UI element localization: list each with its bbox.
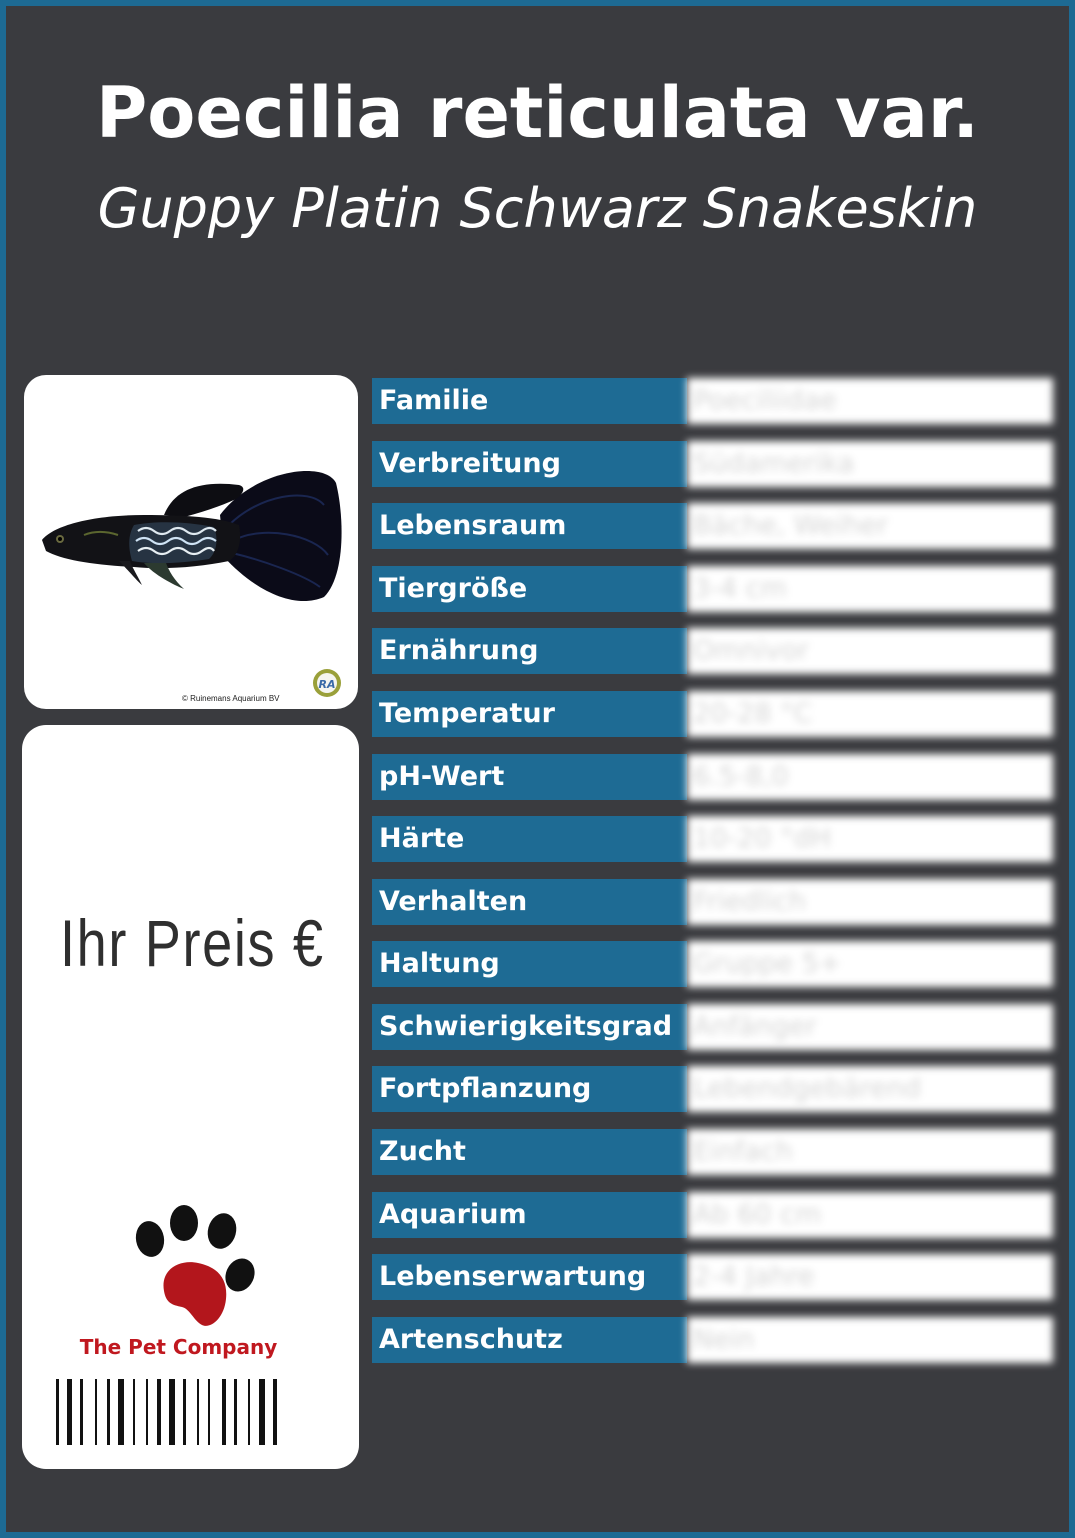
row-value: Bäche, Weiher: [687, 503, 1053, 549]
row-label: Familie: [372, 378, 687, 424]
page-title: Poecilia reticulata var.: [95, 72, 980, 154]
table-row: [372, 441, 1053, 487]
barcode-bar: [157, 1379, 161, 1445]
row-value: Südamerika: [687, 441, 1053, 487]
table-row: [372, 941, 1053, 987]
row-value: Lebendgebärend: [687, 1066, 1053, 1112]
barcode-bar: [234, 1379, 237, 1445]
barcode-bar: [107, 1379, 110, 1445]
page-subtitle: Guppy Platin Schwarz Snakeskin: [97, 177, 978, 240]
row-label: Ernährung: [372, 628, 687, 674]
row-value: Poeciliidae: [687, 378, 1053, 424]
price-label: Ihr Preis €: [60, 906, 325, 980]
row-value: 3-4 cm: [687, 566, 1053, 612]
barcode-bar: [208, 1379, 210, 1445]
barcode-bar: [56, 1379, 59, 1445]
row-value: Omnivor: [687, 628, 1053, 674]
table-row: [372, 816, 1053, 862]
table-row: [372, 628, 1053, 674]
barcode-bar: [118, 1379, 124, 1445]
barcode-bar: [80, 1379, 83, 1445]
row-label: Tiergröße: [372, 566, 687, 612]
row-value: 6.5-8,0: [687, 754, 1053, 800]
fish-photo-card: [24, 375, 358, 709]
page-background: [6, 6, 1069, 1532]
row-label: Artenschutz: [372, 1317, 687, 1363]
table-row: [372, 1317, 1053, 1363]
table-row: [372, 1066, 1053, 1112]
barcode-bar: [222, 1379, 226, 1445]
table-row: [372, 378, 1053, 424]
row-label: Verhalten: [372, 879, 687, 925]
row-label: pH-Wert: [372, 754, 687, 800]
table-row: [372, 1254, 1053, 1300]
row-label: Haltung: [372, 941, 687, 987]
guppy-photo: [24, 375, 358, 709]
company-name: The Pet Company: [79, 1335, 278, 1359]
price-card: [22, 725, 359, 1469]
table-row: [372, 1192, 1053, 1238]
barcode: [56, 1379, 336, 1445]
row-value: 2-4 Jahre: [687, 1254, 1053, 1300]
table-row: [372, 879, 1053, 925]
row-value: Anfänger: [687, 1004, 1053, 1050]
row-label: Fortpflanzung: [372, 1066, 687, 1112]
row-value: 20-28 °C: [687, 691, 1053, 737]
barcode-bar: [197, 1379, 199, 1445]
barcode-bar: [95, 1379, 97, 1445]
ruinemans-logo-icon: RA: [318, 678, 336, 691]
barcode-bar: [146, 1379, 148, 1445]
row-value: Friedlich: [687, 879, 1053, 925]
row-value: Nein: [687, 1317, 1053, 1363]
row-label: Zucht: [372, 1129, 687, 1175]
row-label: Verbreitung: [372, 441, 687, 487]
table-row: [372, 754, 1053, 800]
barcode-bar: [133, 1379, 135, 1445]
barcode-bar: [273, 1379, 277, 1445]
barcode-bar: [248, 1379, 250, 1445]
row-value: Ab 60 cm: [687, 1192, 1053, 1238]
barcode-bar: [169, 1379, 175, 1445]
row-label: Aquarium: [372, 1192, 687, 1238]
row-label: Lebensraum: [372, 503, 687, 549]
row-value: Einfach: [687, 1129, 1053, 1175]
table-row: [372, 503, 1053, 549]
barcode-bar: [67, 1379, 72, 1445]
row-value: Gruppe 5+: [687, 941, 1053, 987]
table-row: [372, 1004, 1053, 1050]
barcode-bar: [259, 1379, 265, 1445]
table-row: [372, 691, 1053, 737]
row-label: Schwierigkeitsgrad: [372, 1004, 687, 1050]
row-label: Härte: [372, 816, 687, 862]
table-row: [372, 1129, 1053, 1175]
barcode-bar: [183, 1379, 186, 1445]
table-row: [372, 566, 1053, 612]
row-label: Temperatur: [372, 691, 687, 737]
row-label: Lebenserwartung: [372, 1254, 687, 1300]
row-value: 10-20 °dH: [687, 816, 1053, 862]
photo-credit: © Ruinemans Aquarium BV: [182, 694, 280, 703]
paw-logo-icon: [130, 1205, 260, 1335]
